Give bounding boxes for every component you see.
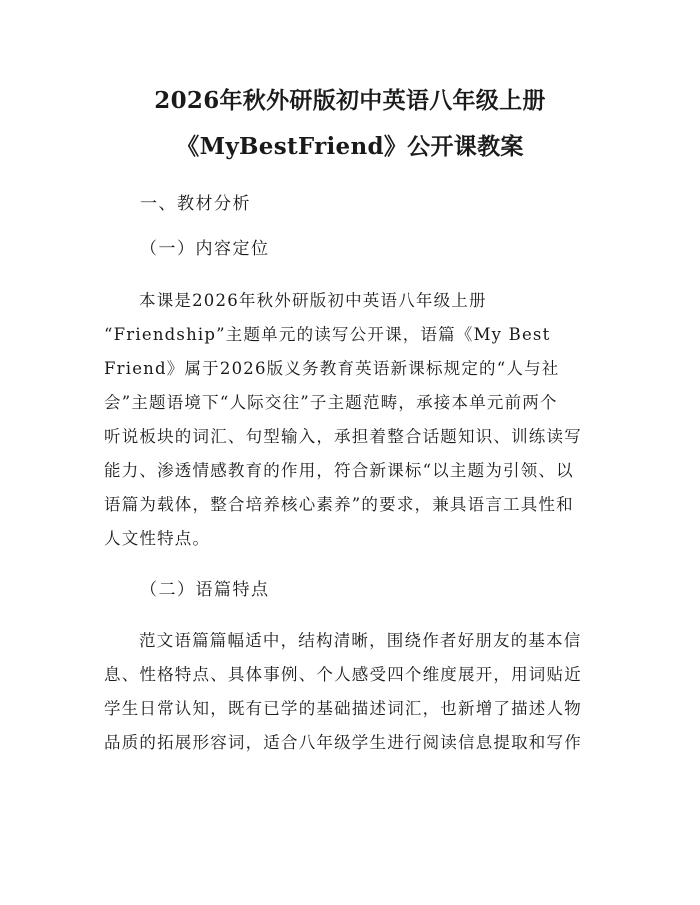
- paragraph-line: 息、性格特点、具体事例、个人感受四个维度展开，用词贴近: [104, 665, 582, 684]
- document-title-line-1: 2026年秋外研版初中英语八年级上册: [154, 87, 546, 114]
- paragraph-line: 听说板块的词汇、句型输入，承担着整合话题知识、训练读写: [104, 427, 582, 446]
- document-title-line-2: 《MyBestFriend》公开课教案: [176, 133, 524, 160]
- paragraph-line: 范文语篇篇幅适中，结构清晰，围绕作者好朋友的基本信: [139, 631, 582, 650]
- paragraph-line: 学生日常认知，既有已学的基础描述词汇，也新增了描述人物: [104, 699, 582, 718]
- paragraph-line: 会”主题语境下“人际交往”子主题范畴，承接本单元前两个: [104, 393, 558, 412]
- paragraph-line: “Friendship”主题单元的读写公开课，语篇《My Best: [104, 325, 551, 344]
- subsection-heading-text-features: （二）语篇特点: [140, 580, 270, 600]
- paragraph-line: Friend》属于2026版义务教育英语新课标规定的“人与社: [104, 359, 560, 378]
- section-heading-textbook-analysis: 一、教材分析: [140, 194, 251, 214]
- paragraph-line: 人文性特点。: [104, 529, 211, 548]
- paragraph-line: 品质的拓展形容词，适合八年级学生进行阅读信息提取和写作: [104, 733, 582, 752]
- paragraph-line: 本课是2026年秋外研版初中英语八年级上册: [139, 291, 487, 310]
- paragraph-text-features: [104, 624, 604, 760]
- subsection-heading-content-positioning: （一）内容定位: [140, 239, 270, 259]
- paragraph-content-positioning: [104, 284, 604, 556]
- paragraph-line: 语篇为载体，整合培养核心素养”的要求，兼具语言工具性和: [104, 495, 574, 514]
- paragraph-line: 能力、渗透情感教育的作用，符合新课标“以主题为引领、以: [104, 461, 574, 480]
